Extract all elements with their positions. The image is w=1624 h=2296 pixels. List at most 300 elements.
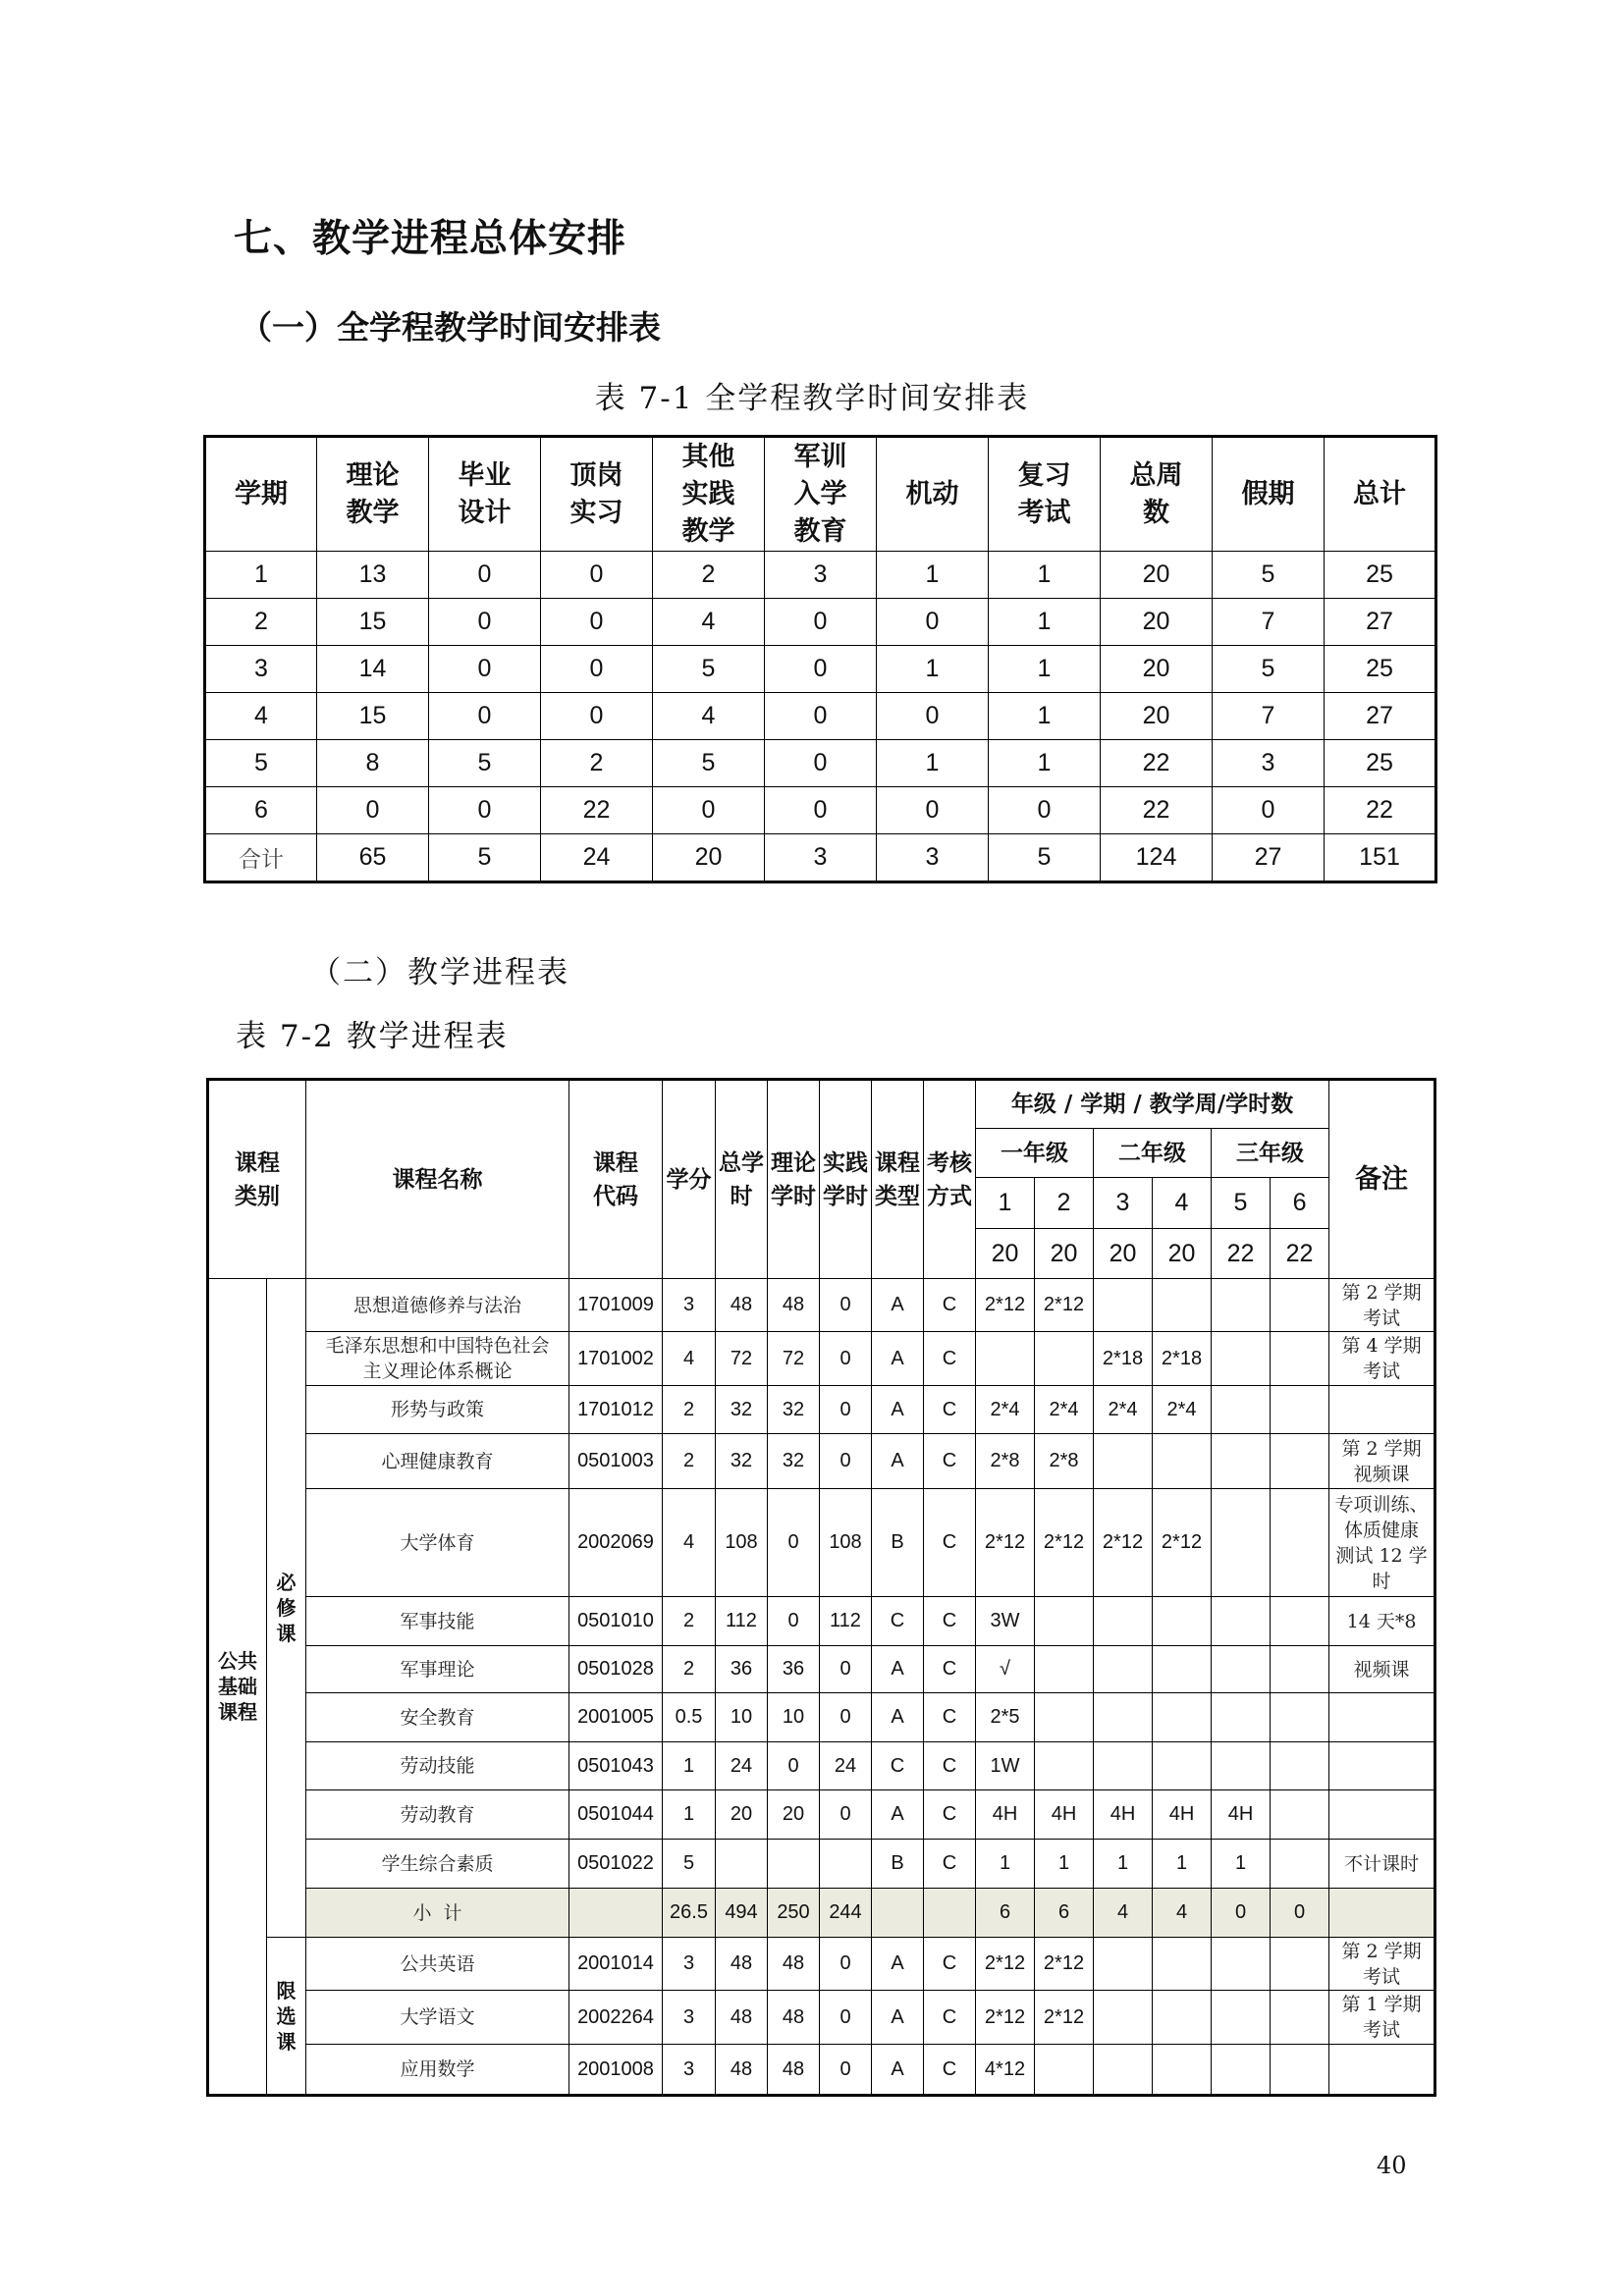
course-term-hours — [1035, 1597, 1094, 1646]
course-code: 1701012 — [569, 1386, 663, 1434]
course-theory-hours: 36 — [768, 1646, 820, 1693]
course-term-hours: 2*8 — [976, 1434, 1035, 1489]
subsection-heading-1: （一）全学程教学时间安排表 — [240, 308, 661, 347]
course-term-hours: 4H — [1153, 1790, 1212, 1840]
subtotal-term: 0 — [1212, 1889, 1271, 1938]
course-note — [1329, 1693, 1435, 1742]
course-term-hours: 2*5 — [976, 1693, 1035, 1742]
course-term-hours — [1271, 1840, 1329, 1889]
course-type: C — [872, 1597, 924, 1646]
course-theory-hours: 48 — [768, 1938, 820, 1991]
course-term-hours: 2*12 — [976, 1279, 1035, 1332]
course-note — [1329, 2045, 1435, 2096]
table2-course-row — [208, 1991, 1435, 2045]
table1-cell: 0 — [765, 787, 877, 834]
course-theory-hours: 48 — [768, 1279, 820, 1332]
table1-cell: 1 — [989, 646, 1101, 693]
course-note — [1329, 1790, 1435, 1840]
table2-course-row — [208, 1386, 1435, 1434]
course-assessment: C — [924, 1332, 976, 1386]
table1-header-cell: 假期 — [1213, 437, 1325, 552]
subtotal-term: 6 — [1035, 1889, 1094, 1938]
course-term-hours: 1 — [1035, 1840, 1094, 1889]
table1-cell: 1 — [877, 646, 989, 693]
course-term-hours — [1153, 1742, 1212, 1790]
table1-cell: 0 — [989, 787, 1101, 834]
table1-row — [205, 740, 1436, 787]
course-term-hours: 2*4 — [976, 1386, 1035, 1434]
table1-cell: 0 — [653, 787, 765, 834]
course-term-hours — [1094, 1646, 1153, 1693]
table1-cell: 27 — [1325, 599, 1436, 646]
header-term: 3 — [1094, 1178, 1153, 1229]
course-credit: 3 — [663, 2045, 716, 2096]
table1-row — [205, 787, 1436, 834]
course-term-hours: 1 — [1153, 1840, 1212, 1889]
course-theory-hours: 0 — [768, 1489, 820, 1597]
course-term-hours — [1035, 1646, 1094, 1693]
header-term: 1 — [976, 1178, 1035, 1229]
table1-cell: 3 — [1213, 740, 1325, 787]
course-term-hours: 2*12 — [976, 1991, 1035, 2045]
course-term-hours — [1153, 1279, 1212, 1332]
table1-cell: 124 — [1101, 834, 1213, 882]
header-remark: 备注 — [1329, 1080, 1435, 1279]
table1-cell: 0 — [429, 693, 541, 740]
course-credit: 3 — [663, 1938, 716, 1991]
table1-cell: 22 — [1101, 740, 1213, 787]
header-assessment: 考核 方式 — [924, 1080, 976, 1279]
table1-row — [205, 646, 1436, 693]
course-type: A — [872, 1279, 924, 1332]
course-theory-hours: 72 — [768, 1332, 820, 1386]
course-note: 第 4 学期 考试 — [1329, 1332, 1435, 1386]
subtotal-code-empty — [569, 1889, 663, 1938]
table2-course-row — [208, 1742, 1435, 1790]
course-credit: 2 — [663, 1646, 716, 1693]
header-total-hours: 总学 时 — [716, 1080, 768, 1279]
course-term-hours — [1212, 1279, 1271, 1332]
course-type: A — [872, 1386, 924, 1434]
teaching-progress-table — [206, 1078, 1436, 2097]
course-term-hours — [1035, 2045, 1094, 2096]
table1-cell: 22 — [541, 787, 653, 834]
table1-cell: 1 — [989, 693, 1101, 740]
course-name: 劳动技能 — [306, 1742, 569, 1790]
course-assessment: C — [924, 2045, 976, 2096]
course-term-hours — [1212, 1597, 1271, 1646]
course-note: 第 2 学期 视频课 — [1329, 1434, 1435, 1489]
table1-header-row — [205, 437, 1436, 552]
course-term-hours — [1153, 1597, 1212, 1646]
table1-cell: 22 — [1101, 787, 1213, 834]
course-type: A — [872, 1991, 924, 2045]
header-year: 二年级 — [1094, 1129, 1212, 1178]
table1-cell: 0 — [877, 693, 989, 740]
table1-cell: 0 — [541, 646, 653, 693]
course-total-hours: 48 — [716, 1279, 768, 1332]
table1-cell: 5 — [1213, 552, 1325, 599]
table2-course-row — [208, 1938, 1435, 1991]
course-type: A — [872, 1693, 924, 1742]
table1-cell: 合计 — [205, 834, 317, 882]
table1-row — [205, 599, 1436, 646]
header-week: 20 — [1035, 1229, 1094, 1279]
table1-cell: 24 — [541, 834, 653, 882]
course-assessment: C — [924, 1279, 976, 1332]
header-week: 20 — [976, 1229, 1035, 1279]
course-theory-hours: 48 — [768, 1991, 820, 2045]
header-year: 一年级 — [976, 1129, 1094, 1178]
subtotal-term: 6 — [976, 1889, 1035, 1938]
course-term-hours — [1153, 2045, 1212, 2096]
course-term-hours — [1271, 2045, 1329, 2096]
course-name: 应用数学 — [306, 2045, 569, 2096]
course-term-hours: 2*12 — [976, 1489, 1035, 1597]
table1-header-cell: 复习 考试 — [989, 437, 1101, 552]
course-code: 0501010 — [569, 1597, 663, 1646]
table1-cell: 27 — [1213, 834, 1325, 882]
course-total-hours — [716, 1840, 768, 1889]
course-name: 学生综合素质 — [306, 1840, 569, 1889]
course-total-hours: 32 — [716, 1386, 768, 1434]
course-practice-hours: 0 — [820, 1693, 872, 1742]
header-course-type: 课程 类型 — [872, 1080, 924, 1279]
course-term-hours — [1271, 1742, 1329, 1790]
table1-cell: 0 — [541, 693, 653, 740]
course-term-hours — [1153, 1938, 1212, 1991]
course-theory-hours: 32 — [768, 1434, 820, 1489]
table1-cell: 0 — [765, 740, 877, 787]
header-term: 5 — [1212, 1178, 1271, 1229]
course-term-hours — [1212, 1332, 1271, 1386]
course-term-hours — [1035, 1332, 1094, 1386]
course-name: 军事技能 — [306, 1597, 569, 1646]
table1-cell: 20 — [1101, 693, 1213, 740]
course-term-hours — [1271, 1790, 1329, 1840]
table1-cell: 20 — [1101, 646, 1213, 693]
table1-cell: 5 — [653, 740, 765, 787]
course-term-hours: 1 — [1212, 1840, 1271, 1889]
course-code: 2002069 — [569, 1489, 663, 1597]
course-credit: 2 — [663, 1386, 716, 1434]
table1-cell: 4 — [653, 693, 765, 740]
course-term-hours — [1035, 1742, 1094, 1790]
course-name: 思想道德修养与法治 — [306, 1279, 569, 1332]
course-total-hours: 72 — [716, 1332, 768, 1386]
course-theory-hours: 0 — [768, 1597, 820, 1646]
table1-cell: 0 — [877, 599, 989, 646]
course-note: 14 天*8 — [1329, 1597, 1435, 1646]
course-note: 视频课 — [1329, 1646, 1435, 1693]
table1-cell: 2 — [541, 740, 653, 787]
course-practice-hours: 0 — [820, 1790, 872, 1840]
table1-cell: 0 — [317, 787, 429, 834]
course-code: 1701002 — [569, 1332, 663, 1386]
course-note — [1329, 1742, 1435, 1790]
subtotal-total-hours: 494 — [716, 1889, 768, 1938]
course-term-hours: √ — [976, 1646, 1035, 1693]
table1-cell: 3 — [765, 834, 877, 882]
course-type: A — [872, 2045, 924, 2096]
header-year: 三年级 — [1212, 1129, 1329, 1178]
table1-row — [205, 552, 1436, 599]
table1-cell: 0 — [765, 646, 877, 693]
course-assessment: C — [924, 1489, 976, 1597]
table2-course-row — [208, 1279, 1435, 1332]
course-code: 0501003 — [569, 1434, 663, 1489]
course-term-hours: 2*12 — [1153, 1489, 1212, 1597]
table1-cell: 0 — [429, 787, 541, 834]
table1-cell: 13 — [317, 552, 429, 599]
table1-cell: 0 — [541, 552, 653, 599]
subtotal-theory-hours: 250 — [768, 1889, 820, 1938]
table1-cell: 0 — [429, 552, 541, 599]
table1-header-cell: 学期 — [205, 437, 317, 552]
course-note: 第 1 学期 考试 — [1329, 1991, 1435, 2045]
course-term-hours — [1212, 2045, 1271, 2096]
course-name: 公共英语 — [306, 1938, 569, 1991]
course-theory-hours: 48 — [768, 2045, 820, 2096]
header-grade-group: 年级 / 学期 / 教学周/学时数 — [976, 1080, 1329, 1129]
course-name: 劳动教育 — [306, 1790, 569, 1840]
table1-cell: 25 — [1325, 740, 1436, 787]
course-practice-hours: 0 — [820, 1991, 872, 2045]
table1-header-cell: 理论 教学 — [317, 437, 429, 552]
course-name: 毛泽东思想和中国特色社会 主义理论体系概论 — [306, 1332, 569, 1386]
course-term-hours: 2*12 — [1035, 1938, 1094, 1991]
section-heading: 七、教学进程总体安排 — [234, 217, 627, 261]
header-term: 6 — [1271, 1178, 1329, 1229]
course-credit: 3 — [663, 1279, 716, 1332]
table1-cell: 22 — [1325, 787, 1436, 834]
subsection-heading-2: （二）教学进程表 — [310, 955, 569, 990]
table1-header-cell: 机动 — [877, 437, 989, 552]
course-term-hours: 1 — [1094, 1840, 1153, 1889]
course-total-hours: 108 — [716, 1489, 768, 1597]
course-term-hours — [1212, 1991, 1271, 2045]
table2-course-row — [208, 1646, 1435, 1693]
course-credit: 0.5 — [663, 1693, 716, 1742]
table1-cell: 20 — [653, 834, 765, 882]
course-practice-hours: 0 — [820, 1279, 872, 1332]
course-term-hours: 4H — [1094, 1790, 1153, 1840]
course-assessment: C — [924, 1840, 976, 1889]
course-note: 专项训练、 体质健康 测试 12 学 时 — [1329, 1489, 1435, 1597]
subtotal-note-empty — [1329, 1889, 1435, 1938]
course-code: 2002264 — [569, 1991, 663, 2045]
course-term-hours — [1094, 1597, 1153, 1646]
course-type: A — [872, 1434, 924, 1489]
course-assessment: C — [924, 1742, 976, 1790]
header-week: 22 — [1212, 1229, 1271, 1279]
course-term-hours — [1094, 1938, 1153, 1991]
table1-cell: 7 — [1213, 599, 1325, 646]
subtotal-credit: 26.5 — [663, 1889, 716, 1938]
table1-cell: 20 — [1101, 552, 1213, 599]
group-required: 必 修 课 — [267, 1279, 306, 1938]
course-assessment: C — [924, 1386, 976, 1434]
table2-course-row — [208, 1790, 1435, 1840]
table1-cell: 25 — [1325, 552, 1436, 599]
course-term-hours — [1212, 1434, 1271, 1489]
table1-cell: 25 — [1325, 646, 1436, 693]
course-credit: 4 — [663, 1489, 716, 1597]
table1-cell: 15 — [317, 599, 429, 646]
category-public-basic: 公共 基础 课程 — [208, 1279, 267, 2096]
course-assessment: C — [924, 1597, 976, 1646]
course-total-hours: 48 — [716, 2045, 768, 2096]
course-name: 大学体育 — [306, 1489, 569, 1597]
course-term-hours — [1212, 1938, 1271, 1991]
course-code: 0501022 — [569, 1840, 663, 1889]
course-term-hours — [1271, 1693, 1329, 1742]
course-term-hours — [1271, 1279, 1329, 1332]
course-name: 安全教育 — [306, 1693, 569, 1742]
course-credit: 5 — [663, 1840, 716, 1889]
course-term-hours: 2*12 — [1094, 1489, 1153, 1597]
table1-cell: 5 — [653, 646, 765, 693]
course-term-hours — [976, 1332, 1035, 1386]
course-note — [1329, 1386, 1435, 1434]
course-assessment: C — [924, 1790, 976, 1840]
course-type: A — [872, 1938, 924, 1991]
course-term-hours: 2*4 — [1035, 1386, 1094, 1434]
course-term-hours: 2*12 — [1035, 1991, 1094, 2045]
course-total-hours: 112 — [716, 1597, 768, 1646]
table1-header-cell: 其他 实践 教学 — [653, 437, 765, 552]
course-type: B — [872, 1840, 924, 1889]
course-term-hours — [1212, 1742, 1271, 1790]
course-name: 大学语文 — [306, 1991, 569, 2045]
group-limited: 限 选 课 — [267, 1938, 306, 2096]
course-total-hours: 36 — [716, 1646, 768, 1693]
table2-course-row — [208, 1693, 1435, 1742]
course-term-hours — [1094, 1742, 1153, 1790]
course-credit: 4 — [663, 1332, 716, 1386]
course-term-hours — [1212, 1693, 1271, 1742]
table1-cell: 4 — [205, 693, 317, 740]
course-term-hours: 2*4 — [1094, 1386, 1153, 1434]
course-type: A — [872, 1332, 924, 1386]
course-total-hours: 10 — [716, 1693, 768, 1742]
course-credit: 3 — [663, 1991, 716, 2045]
course-term-hours: 3W — [976, 1597, 1035, 1646]
table1-cell: 0 — [541, 599, 653, 646]
course-assessment: C — [924, 1991, 976, 2045]
course-code: 0501044 — [569, 1790, 663, 1840]
course-practice-hours: 0 — [820, 1646, 872, 1693]
header-course-code: 课程 代码 — [569, 1080, 663, 1279]
header-credit: 学分 — [663, 1080, 716, 1279]
header-theory-hours: 理论 学时 — [768, 1080, 820, 1279]
subtotal-term: 0 — [1271, 1889, 1329, 1938]
table1-header-cell: 顶岗 实习 — [541, 437, 653, 552]
subtotal-term: 4 — [1094, 1889, 1153, 1938]
table1-cell: 5 — [429, 740, 541, 787]
course-code: 2001014 — [569, 1938, 663, 1991]
table1-cell: 3 — [877, 834, 989, 882]
table1-cell: 7 — [1213, 693, 1325, 740]
header-week: 22 — [1271, 1229, 1329, 1279]
course-assessment: C — [924, 1434, 976, 1489]
course-assessment: C — [924, 1938, 976, 1991]
table1-caption: 表 7-1 全学程教学时间安排表 — [594, 381, 1030, 416]
table1-row — [205, 834, 1436, 882]
course-type: A — [872, 1646, 924, 1693]
course-term-hours: 4H — [976, 1790, 1035, 1840]
course-practice-hours: 0 — [820, 1332, 872, 1386]
course-code: 2001005 — [569, 1693, 663, 1742]
table1-cell: 2 — [653, 552, 765, 599]
table1-cell: 3 — [765, 552, 877, 599]
course-term-hours — [1212, 1386, 1271, 1434]
course-code: 0501028 — [569, 1646, 663, 1693]
course-credit: 2 — [663, 1434, 716, 1489]
course-assessment: C — [924, 1693, 976, 1742]
course-credit: 1 — [663, 1742, 716, 1790]
subtotal-assessment-empty — [924, 1889, 976, 1938]
course-practice-hours: 112 — [820, 1597, 872, 1646]
table1-cell: 0 — [1213, 787, 1325, 834]
table1-cell: 0 — [877, 787, 989, 834]
schedule-time-table — [203, 435, 1437, 883]
course-term-hours — [1153, 1991, 1212, 2045]
course-total-hours: 24 — [716, 1742, 768, 1790]
table2-course-row — [208, 1489, 1435, 1597]
course-term-hours — [1094, 1991, 1153, 2045]
table1-cell: 5 — [205, 740, 317, 787]
table1-cell: 1 — [989, 599, 1101, 646]
table2-course-row — [208, 1840, 1435, 1889]
course-term-hours — [1271, 1646, 1329, 1693]
table2-caption: 表 7-2 教学进程表 — [236, 1019, 509, 1054]
course-term-hours — [1271, 1489, 1329, 1597]
course-practice-hours: 24 — [820, 1742, 872, 1790]
table1-header-cell: 军训 入学 教育 — [765, 437, 877, 552]
course-term-hours — [1094, 2045, 1153, 2096]
table2-course-row — [208, 2045, 1435, 2096]
header-term: 4 — [1153, 1178, 1212, 1229]
course-type: B — [872, 1489, 924, 1597]
course-total-hours: 48 — [716, 1991, 768, 2045]
course-term-hours — [1212, 1489, 1271, 1597]
page-number: 40 — [1377, 2152, 1407, 2179]
table2-course-row — [208, 1597, 1435, 1646]
course-name: 心理健康教育 — [306, 1434, 569, 1489]
table1-cell: 8 — [317, 740, 429, 787]
table1-cell: 1 — [877, 552, 989, 599]
table1-cell: 0 — [429, 599, 541, 646]
subtotal-term: 4 — [1153, 1889, 1212, 1938]
course-term-hours: 4H — [1212, 1790, 1271, 1840]
table1-cell: 2 — [205, 599, 317, 646]
course-practice-hours: 0 — [820, 2045, 872, 2096]
course-term-hours: 2*8 — [1035, 1434, 1094, 1489]
table1-cell: 14 — [317, 646, 429, 693]
header-category: 课程 类别 — [208, 1080, 306, 1279]
course-practice-hours: 0 — [820, 1386, 872, 1434]
course-practice-hours: 0 — [820, 1938, 872, 1991]
course-practice-hours: 108 — [820, 1489, 872, 1597]
course-term-hours — [1271, 1991, 1329, 2045]
course-term-hours — [1271, 1434, 1329, 1489]
course-code: 2001008 — [569, 2045, 663, 2096]
course-theory-hours — [768, 1840, 820, 1889]
course-theory-hours: 32 — [768, 1386, 820, 1434]
table1-cell: 5 — [1213, 646, 1325, 693]
course-theory-hours: 0 — [768, 1742, 820, 1790]
